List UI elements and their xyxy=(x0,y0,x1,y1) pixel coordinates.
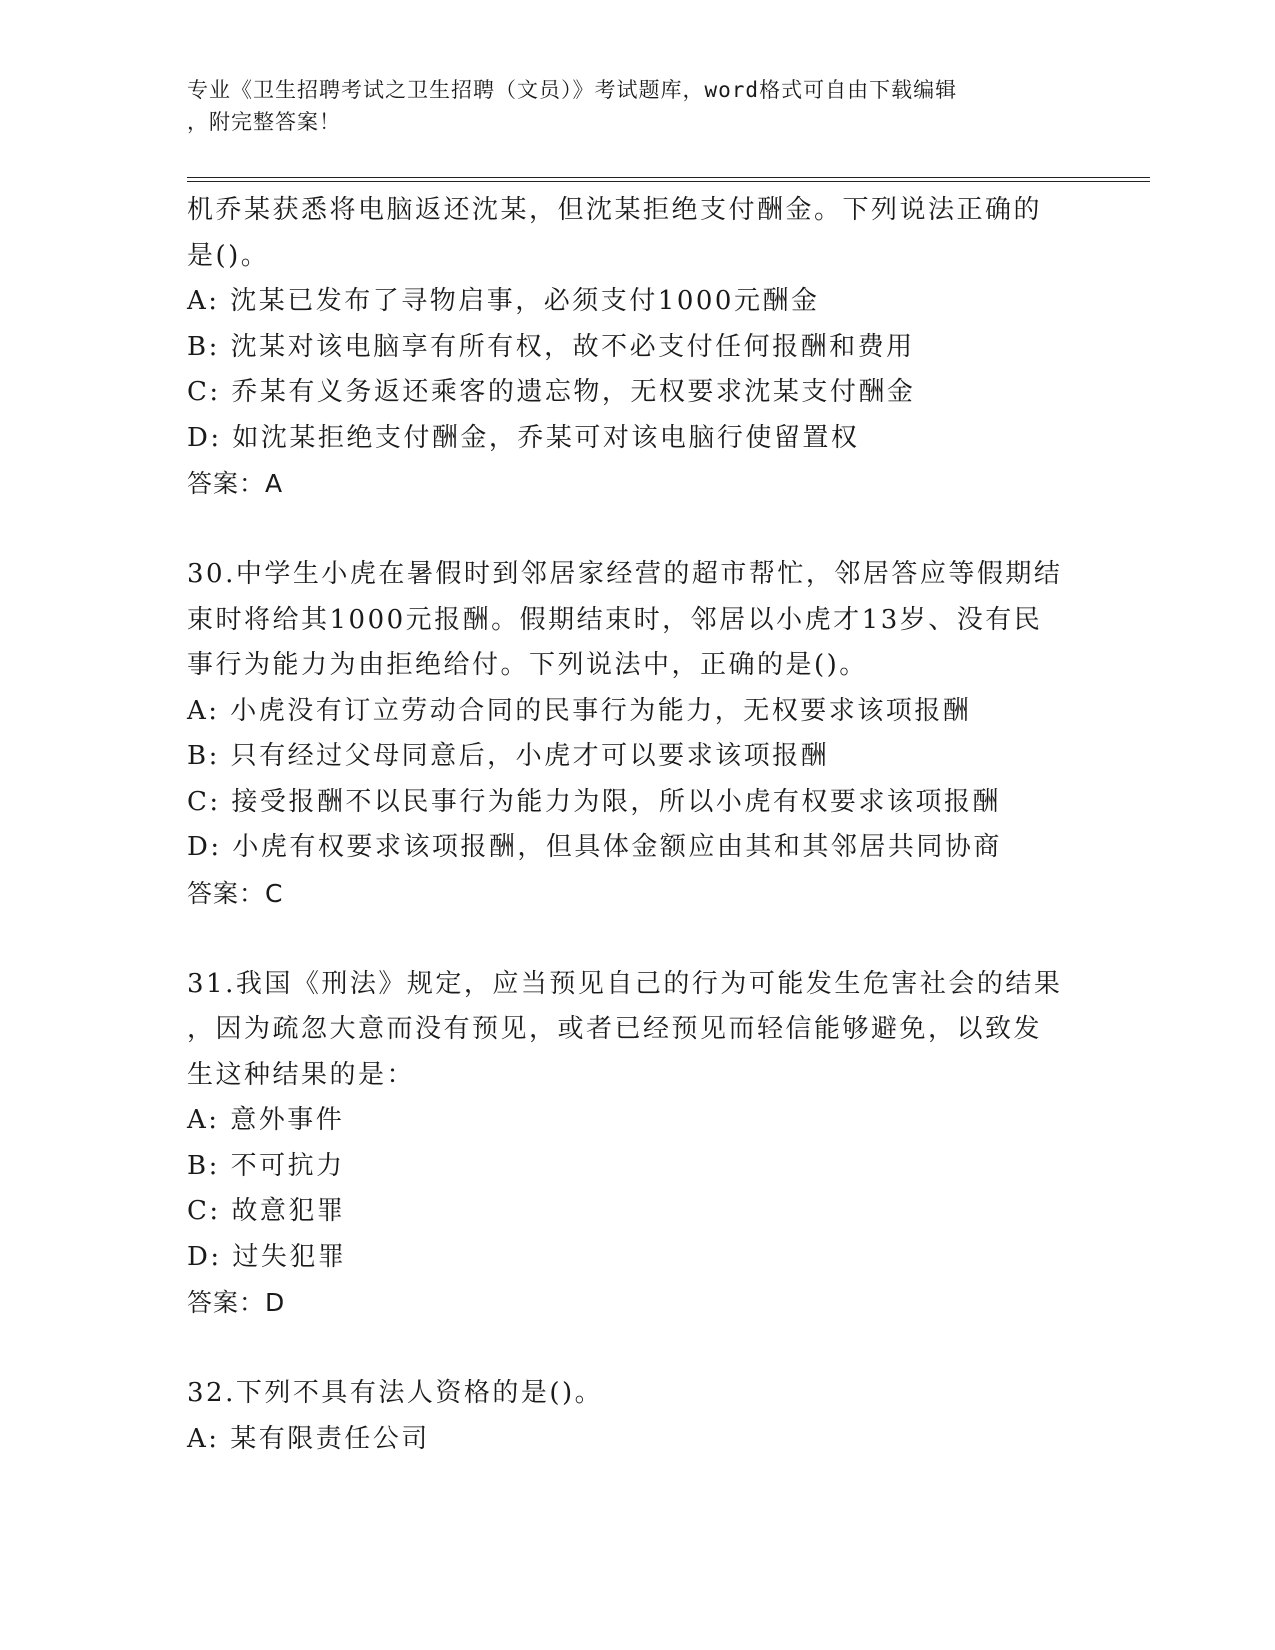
option-b: B: 沈某对该电脑享有所有权，故不必支付任何报酬和费用 xyxy=(187,331,915,362)
option-b: B: 不可抗力 xyxy=(187,1150,345,1181)
option-a: A: 沈某已发布了寻物启事，必须支付1000元酬金 xyxy=(187,286,820,316)
question-spacer xyxy=(187,507,1087,553)
question-spacer xyxy=(187,916,1087,962)
question-32 xyxy=(187,1371,1087,1462)
question-31 xyxy=(187,962,1087,1326)
option-c: C: 故意犯罪 xyxy=(187,1196,346,1226)
answer-label: 答案：A xyxy=(187,469,284,498)
option-a: A: 小虎没有订立劳动合同的民事行为能力，无权要求该项报酬 xyxy=(187,695,972,726)
option-a: A: 意外事件 xyxy=(187,1105,345,1135)
question-text-line: 事行为能力为由拒绝给付。下列说法中，正确的是()。 xyxy=(187,650,868,680)
question-29-continued xyxy=(187,188,1087,507)
option-d: D: 小虎有权要求该项报酬，但具体金额应由其和其邻居共同协商 xyxy=(187,832,1002,862)
option-c: C: 乔某有义务返还乘客的遗忘物，无权要求沈某支付酬金 xyxy=(187,377,916,407)
option-a: A: 某有限责任公司 xyxy=(187,1423,430,1454)
option-d: D: 如沈某拒绝支付酬金，乔某可对该电脑行使留置权 xyxy=(187,422,860,453)
question-30 xyxy=(187,552,1087,916)
question-text-line: 31.我国《刑法》规定，应当预见自己的行为可能发生危害社会的结果 xyxy=(187,968,1063,999)
header-title-line-2: ，附完整答案！ xyxy=(187,110,341,134)
question-text-line: 机乔某获悉将电脑返还沈某，但沈某拒绝支付酬金。下列说法正确的 xyxy=(187,195,1043,225)
question-text-line: ，因为疏忽大意而没有预见，或者已经预见而轻信能够避免，以致发 xyxy=(187,1014,1043,1044)
question-spacer xyxy=(187,1326,1087,1372)
header-divider-bottom xyxy=(187,181,1150,182)
option-b: B: 只有经过父母同意后，小虎才可以要求该项报酬 xyxy=(187,741,830,771)
question-text-line: 30.中学生小虎在暑假时到邻居家经营的超市帮忙，邻居答应等假期结 xyxy=(187,559,1063,589)
question-text-line: 束时将给其1000元报酬。假期结束时，邻居以小虎才13岁、没有民 xyxy=(187,604,1043,635)
header-title-line-1: 专业《卫生招聘考试之卫生招聘（文员）》考试题库，word格式可自由下载编辑 xyxy=(187,78,958,102)
question-text-line: 是()。 xyxy=(187,240,270,271)
question-list xyxy=(187,188,1087,1462)
option-d: D: 过失犯罪 xyxy=(187,1241,347,1272)
question-text-line: 32.下列不具有法人资格的是()。 xyxy=(187,1378,604,1408)
document-header xyxy=(187,74,1087,138)
header-divider-top xyxy=(187,177,1150,178)
answer-label: 答案：C xyxy=(187,878,284,908)
question-text-line: 生这种结果的是： xyxy=(187,1059,416,1090)
answer-label: 答案：D xyxy=(187,1288,286,1317)
option-c: C: 接受报酬不以民事行为能力为限，所以小虎有权要求该项报酬 xyxy=(187,786,1001,817)
